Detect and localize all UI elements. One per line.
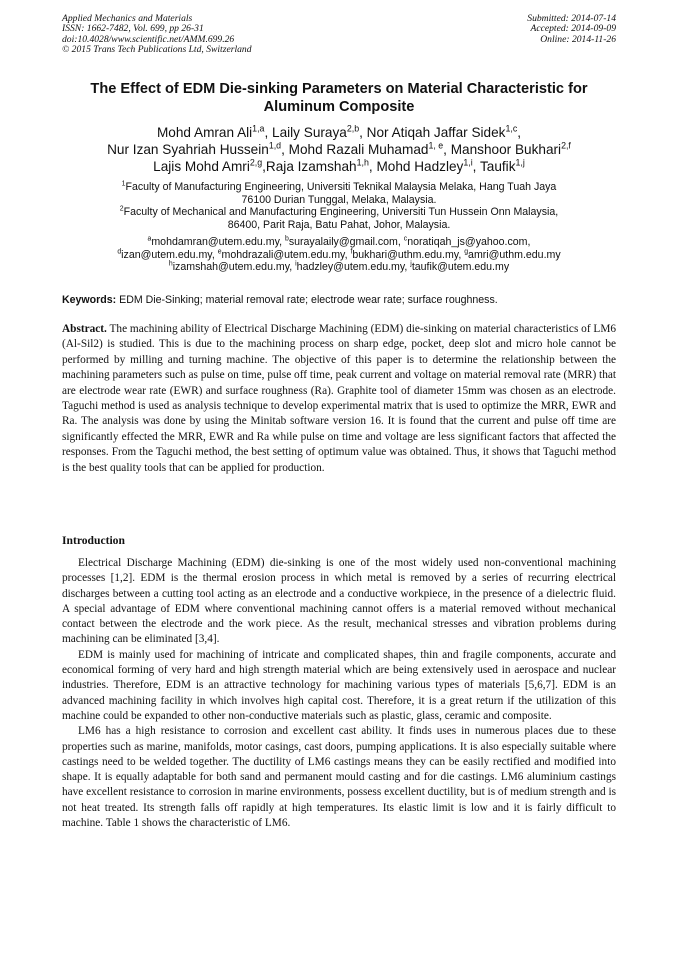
affiliation-sup: 1 — [121, 180, 126, 188]
email-sup: i — [295, 260, 297, 268]
affiliations — [40, 181, 638, 231]
email-address: izamshah@utem.edu.my — [172, 261, 290, 274]
title-line: The Effect of EDM Die-sinking Parameters on Material Characteristic for — [90, 81, 588, 97]
author-sup: 1,h — [356, 157, 369, 168]
email-sup: a — [147, 235, 152, 243]
email-address: amri@uthm.edu.my — [468, 248, 561, 261]
email-sup: e — [217, 248, 222, 256]
title-line: Aluminum Composite — [263, 99, 415, 115]
journal-info — [62, 14, 252, 56]
affiliation-sup: 2 — [119, 205, 124, 213]
accepted-date: Accepted: 2014-09-09 — [530, 23, 616, 35]
author-sup: 2,f — [561, 140, 571, 151]
author-sup: 1,j — [515, 157, 525, 168]
author-line: Mohd Amran Ali$^{1,a}$, Laily Suraya$^{2,b}$, Nor Atiqah Jaffar Sidek$^{1,c}$, — [156, 123, 522, 140]
email-sup: h — [168, 260, 173, 268]
author-sup: 2,b — [346, 123, 360, 134]
affiliation-1-address: 76100 Durian Tunggal, Melaka, Malaysia. — [241, 193, 437, 206]
keywords-text: EDM Die-Sinking; material removal rate; electrode wear rate; surface roughness. — [119, 294, 498, 306]
author-name: Nur Izan Syahriah Hussein — [107, 142, 269, 157]
author-sup: 1,d — [268, 140, 282, 151]
author-sup: 1,a — [252, 123, 265, 134]
paragraph: EDM is mainly used for machining of intricate and complicated shapes, thin and fragile components, accurate and economical forming of very hard and high strength material which are being extensively used in aerospace and nuclear industries. Therefore, EDM is an attractive technology for machining various types of materials [5,6,7]. EDM is an advanced machining facility in which involves high capital cost. Therefore, it is a great return if the utilization of this machine could be expanded to other non-conductive materials such as plastic, glass, ceramic and composite. — [62, 648, 616, 722]
keywords — [62, 294, 616, 307]
email-sup: c — [403, 235, 408, 243]
affiliation-1 — [40, 181, 638, 194]
author-name: Raja Izamshah — [265, 159, 357, 174]
journal-name: Applied Mechanics and Materials — [62, 13, 193, 24]
email-address: mohdrazali@utem.edu.my — [221, 248, 345, 261]
keywords-label: Keywords: — [62, 294, 117, 306]
affiliation-2-address: 86400, Parit Raja, Batu Pahat, Johor, Malaysia. — [227, 218, 451, 231]
email-address: noratiqah_js@yahoo.com — [407, 236, 528, 248]
journal-doi: doi:10.4028/www.scientific.net/AMM.699.26 — [62, 33, 235, 45]
email-address: bukhari@uthm.edu.my — [352, 248, 459, 261]
author-sup: 2,g — [249, 157, 263, 168]
email-address: surayalaily@gmail.com — [288, 236, 398, 248]
author-name: Manshoor Bukhari — [450, 142, 562, 157]
email-list — [40, 236, 638, 274]
journal-copyright: © 2015 Trans Tech Publications Ltd, Switzerland — [62, 44, 252, 56]
email-line: $^h$izamshah@utem.edu.my, $^i$hadzley@utem.edu.my, $^j$taufik@utem.edu.my — [168, 260, 510, 274]
affiliation-text: Faculty of Manufacturing Engineering, Universiti Teknikal Malaysia Melaka, Hang Tuah Jaya — [125, 181, 557, 193]
email-line: $^a$mohdamran@utem.edu.my, $^b$surayalaily@gmail.com, $^c$noratiqah_js@yahoo.com, — [147, 235, 531, 248]
author-sup: 1,i — [463, 157, 473, 168]
email-sup: g — [464, 248, 469, 256]
author-name: Mohd Hadzley — [376, 159, 464, 174]
email-sup: b — [284, 235, 289, 243]
email-sup: j — [410, 260, 412, 268]
author-name: Mohd Amran Ali — [156, 125, 253, 140]
author-line: Nur Izan Syahriah Hussein$^{1,d}$, Mohd Razali Muhamad$^{1, e}$, Manshoor Bukhari$^{2,f}$ — [107, 140, 571, 157]
submitted-date: Submitted: 2014-07-14 — [527, 13, 616, 24]
author-line: Lajis Mohd Amri$^{2,g}$,Raja Izamshah$^{1,h}$, Mohd Hadzley$^{1,i}$, Taufik$^{1,j}$ — [153, 157, 525, 174]
author-name: Lajis Mohd Amri — [153, 159, 250, 174]
paper-title — [62, 80, 616, 116]
email-sup: f — [350, 248, 353, 256]
affiliation-2 — [40, 206, 638, 219]
author-name: Taufik — [479, 159, 516, 174]
paragraph: LM6 has a high resistance to corrosion and excellent cast ability. It finds uses in numerous places due to these properties such as marine, manifolds, motor casings, cast doors, pumping applications. It is also especially suitable where castings need to be welded together. The ductility of LM6 castings means they can be easily rectified and modified into shape. It is equally adaptable for both sand and permanent mould casting and for die castings. LM6 aluminium castings have excellent resistance to corrosion in marine environments, possess excellent ductility, but is of medium strength and is not heat treated. Its strength falls off rapidly at high temperatures. Its elastic limit is low and it is fairly difficult to machine. Table 1 shows the characteristic of LM6. — [62, 725, 616, 830]
submission-dates — [527, 14, 616, 45]
author-sup: 1, e — [428, 140, 444, 151]
email-address: hadzley@utem.edu.my — [296, 261, 405, 274]
abstract — [62, 322, 616, 476]
abstract-label: Abstract. — [62, 323, 107, 335]
affiliation-text: Faculty of Mechanical and Manufacturing Engineering, Universiti Tun Hussein Onn Malaysia, — [123, 206, 559, 219]
author-list — [40, 124, 638, 175]
paragraph: Electrical Discharge Machining (EDM) die-sinking is one of the most widely used non-conventional machining processes [1,2]. EDM is the thermal erosion process in which metal is removed by a series of recurring electrical discharges between a cutting tool acting as an electrode and a conductive workpiece, in the presence of a dielectric fluid. A special advantage of EDM where conventional machining cannot offers is a material removed without mechanical contact between the electrode and the work piece. As the result, mechanical stresses and vibration problems during machining can be eliminated [3,4]. — [62, 557, 616, 646]
abstract-text: The machining ability of Electrical Discharge Machining (EDM) die-sinking on material characteristics of LM6 (Al-Sil2) is studied. This is due to the machining process on sharp edge, pocket, deep slot and micro hole cannot be performed by milling and turning machine. The objective of this paper is to determine the relationship between the machining parameters such as pulse on time, pulse off time, peak current and voltage on material removal rate (MRR) that are electrode wear rate (EWR) and surface roughness (Ra). Graphite tool of diameter 15mm was chosen as an electrode. Taguchi method is used as analysis technique to develop experimental matrix that is used to optimize the MRR, EWR and Ra. The analysis was done by using the Minitab software version 16. It is found that the current and pulse off time are significantly effected the MRR, EWR and Ra while pulse on time and voltage are less significant factors that affected the responses. From the Taguchi method, the best setting of optimum value was obtained. Thus, it shows that Taguchi method is the best quality tools that can be applied for production. — [62, 323, 617, 474]
email-address: taufik@utem.edu.my — [411, 261, 510, 274]
author-sup: 1,c — [505, 123, 518, 134]
author-name: Laily Suraya — [272, 125, 347, 140]
email-address: mohdamran@utem.edu.my — [151, 236, 280, 248]
email-line: $^d$izan@utem.edu.my, $^e$mohdrazali@utem.edu.my, $^f$bukhari@uthm.edu.my, $^g$amri@uthm.edu.my — [117, 248, 561, 261]
author-name: Mohd Razali Muhamad — [288, 142, 429, 157]
introduction-body — [62, 556, 616, 831]
online-date: Online: 2014-11-26 — [540, 33, 616, 45]
section-heading-introduction: Introduction — [62, 534, 125, 547]
author-name: Nor Atiqah Jaffar Sidek — [366, 125, 506, 140]
email-sup: d — [117, 248, 122, 256]
email-address: izan@utem.edu.my — [121, 248, 212, 261]
journal-issn: ISSN: 1662-7482, Vol. 699, pp 26-31 — [62, 23, 204, 35]
